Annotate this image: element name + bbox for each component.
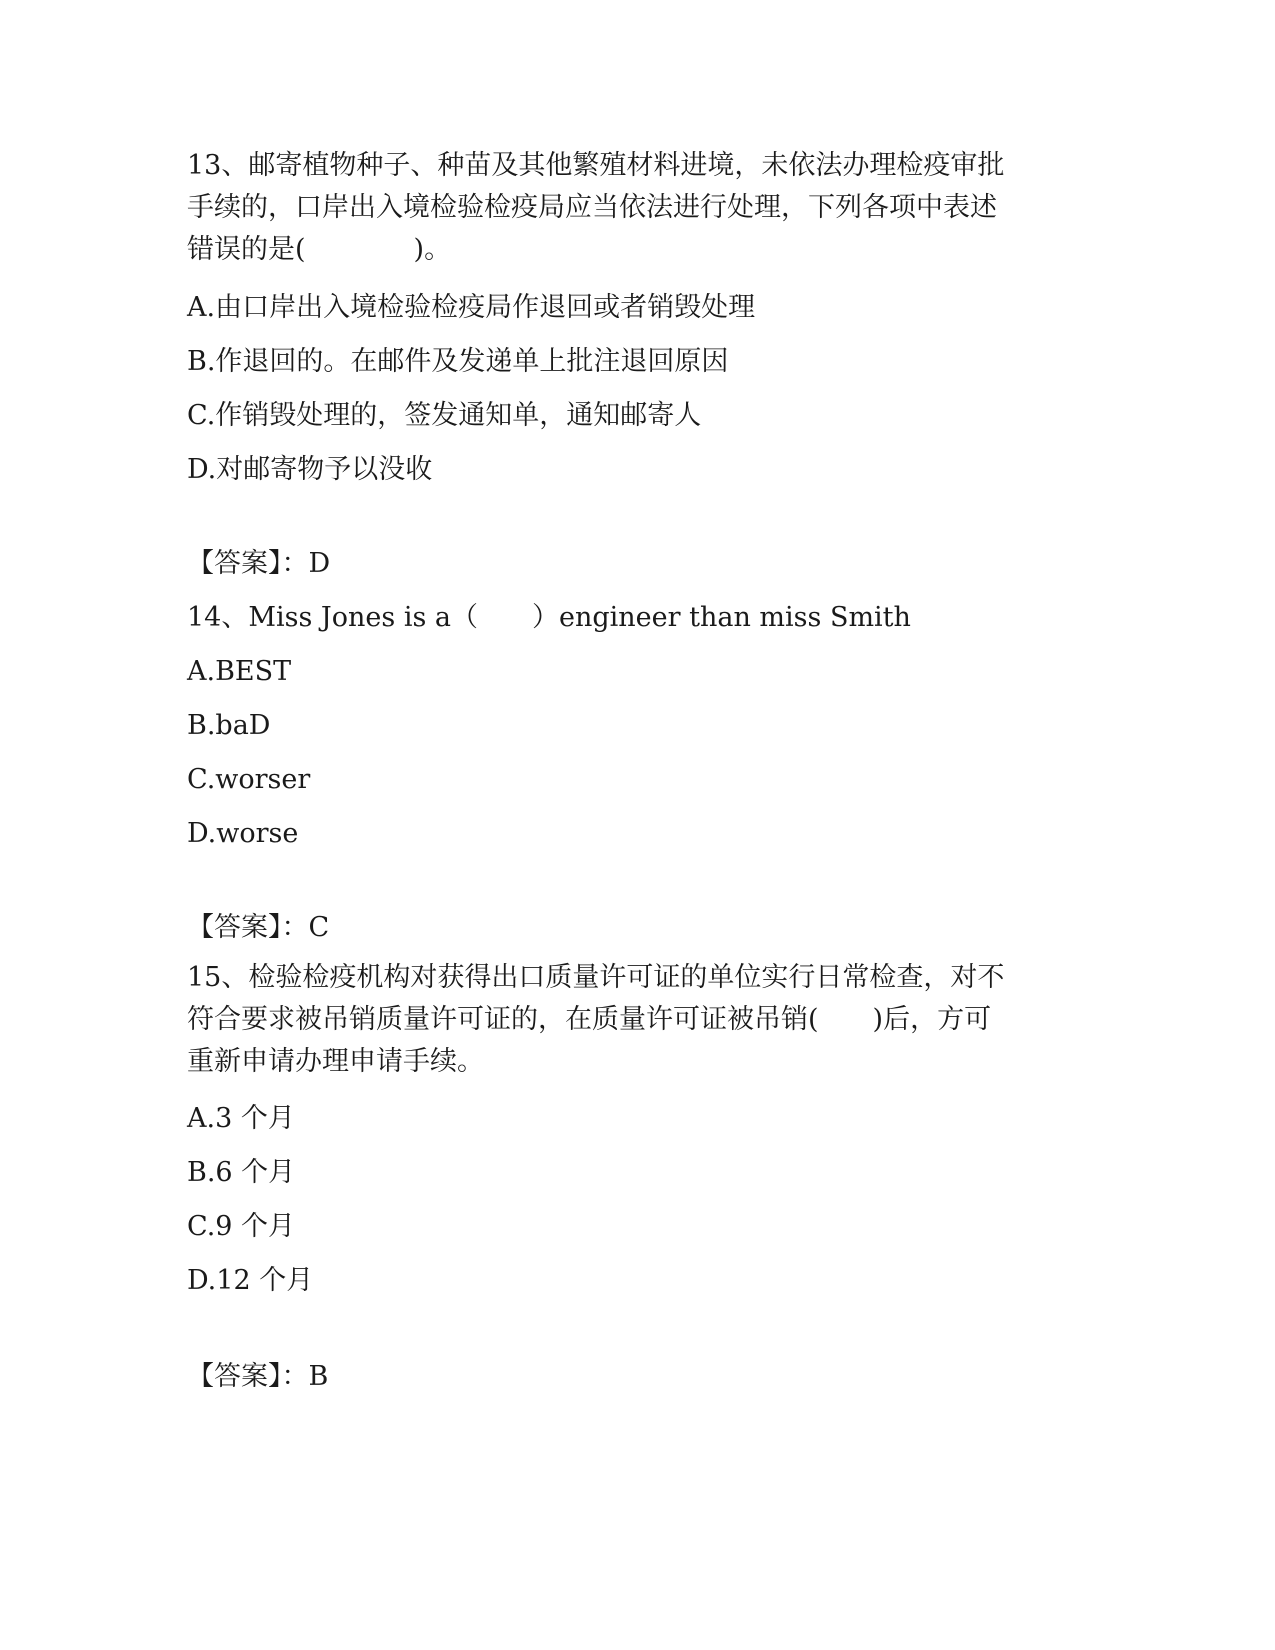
question-15-answer: 【答案】：B <box>187 1361 329 1392</box>
question-14-option-c: C.worser <box>187 764 311 795</box>
question-13-answer: 【答案】：D <box>187 548 331 579</box>
question-14-answer: 【答案】：C <box>187 912 330 943</box>
question-13-line-3: 错误的是( )。 <box>187 234 452 265</box>
question-15-stem <box>187 957 1067 1083</box>
question-15-option-c: C.9 个月 <box>187 1211 296 1242</box>
question-13-line-2: 手续的，口岸出入境检验检疫局应当依法进行处理，下列各项中表述 <box>187 192 997 223</box>
question-14-option-b: B.baD <box>187 710 271 741</box>
question-15-line-1: 15、检验检疫机构对获得出口质量许可证的单位实行日常检查，对不 <box>187 962 1005 993</box>
question-13-line-1: 13、邮寄植物种子、种苗及其他繁殖材料进境，未依法办理检疫审批 <box>187 150 1005 181</box>
question-13-option-c: C.作销毁处理的，签发通知单，通知邮寄人 <box>187 400 702 431</box>
question-14-stem: 14、Miss Jones is a（ ）engineer than miss Smith <box>187 602 911 633</box>
question-13-option-b: B.作退回的。在邮件及发递单上批注退回原因 <box>187 346 729 377</box>
question-15-option-a: A.3 个月 <box>187 1103 295 1134</box>
question-14-option-d: D.worse <box>187 818 299 849</box>
question-15-option-b: B.6 个月 <box>187 1157 296 1188</box>
question-14-option-a: A.BEST <box>187 656 292 687</box>
question-13-option-d: D.对邮寄物予以没收 <box>187 454 433 485</box>
question-13-option-a: A.由口岸出入境检验检疫局作退回或者销毁处理 <box>187 292 756 323</box>
question-15-line-3: 重新申请办理申请手续。 <box>187 1046 484 1077</box>
question-15-option-d: D.12 个月 <box>187 1265 314 1296</box>
question-15-line-2: 符合要求被吊销质量许可证的，在质量许可证被吊销( )后，方可 <box>187 1004 992 1035</box>
question-13-stem <box>187 145 1067 271</box>
